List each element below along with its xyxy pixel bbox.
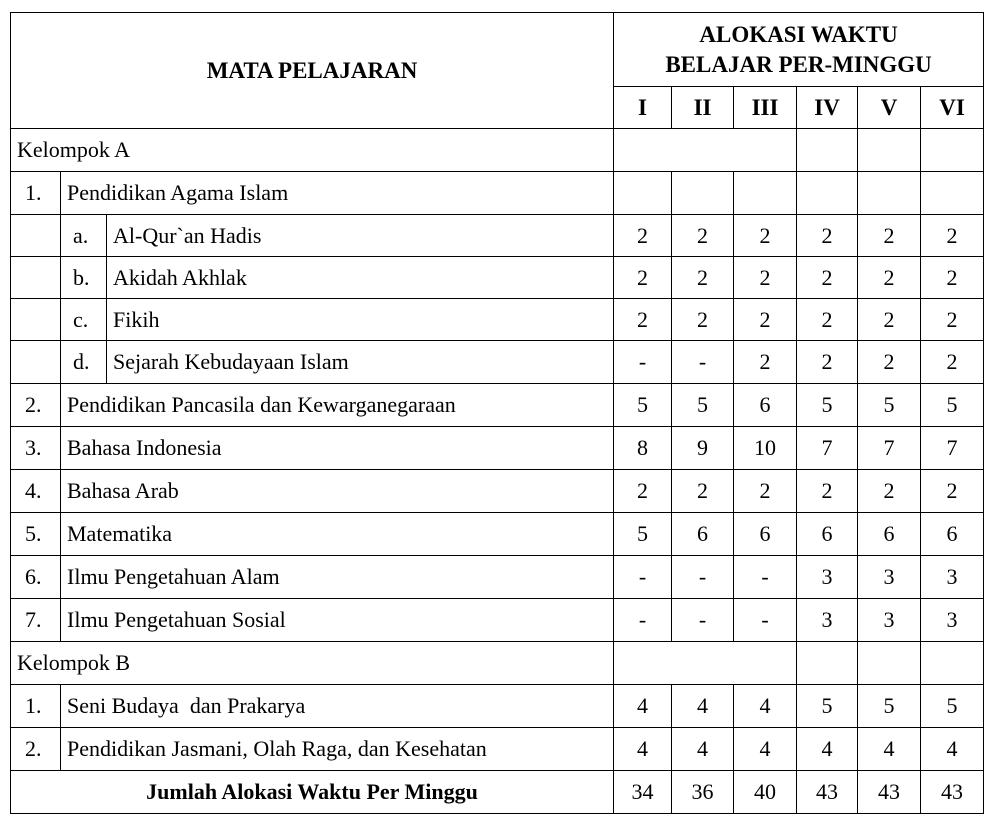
subject-row: [11, 599, 984, 642]
subject-name: Ilmu Pengetahuan Alam: [61, 556, 614, 599]
hours-cell: 5: [921, 384, 984, 427]
hours-cell: 2: [921, 215, 984, 257]
empty-cell: [11, 299, 61, 341]
hours-cell: 7: [921, 427, 984, 470]
hours-cell: 2: [614, 257, 672, 299]
total-cell: 43: [797, 771, 858, 814]
hours-cell: 5: [858, 685, 921, 728]
hours-cell: 2: [734, 341, 797, 384]
hours-cell: 2: [858, 215, 921, 257]
hours-cell: 8: [614, 427, 672, 470]
hours-cell: 2: [672, 470, 734, 513]
hours-cell: 3: [858, 556, 921, 599]
hours-cell: 5: [797, 384, 858, 427]
hours-cell: 2: [797, 299, 858, 341]
hours-cell: 2: [797, 470, 858, 513]
group-row: [11, 642, 984, 685]
hours-cell: 3: [921, 556, 984, 599]
total-cell: 43: [921, 771, 984, 814]
empty-cell: [11, 215, 61, 257]
subject-name: Pendidikan Agama Islam: [61, 172, 614, 215]
subject-name: Al-Qur`an Hadis: [107, 215, 614, 257]
subject-row: [11, 427, 984, 470]
hours-cell: 2: [672, 257, 734, 299]
hours-cell: -: [614, 341, 672, 384]
empty-cell: [614, 172, 672, 215]
hours-cell: -: [734, 556, 797, 599]
hours-cell: 3: [797, 599, 858, 642]
subject-name: Bahasa Indonesia: [61, 427, 614, 470]
hours-cell: -: [614, 556, 672, 599]
hours-cell: 6: [921, 513, 984, 556]
hours-cell: 2: [921, 257, 984, 299]
hours-cell: 6: [672, 513, 734, 556]
hours-cell: 4: [614, 685, 672, 728]
subject-name: Seni Budaya dan Prakarya: [61, 685, 614, 728]
hours-cell: 7: [797, 427, 858, 470]
hours-cell: 2: [672, 299, 734, 341]
hours-cell: 5: [614, 513, 672, 556]
grade-header: III: [734, 87, 797, 129]
hours-cell: 4: [734, 685, 797, 728]
subject-row: [11, 556, 984, 599]
hours-cell: 2: [797, 257, 858, 299]
group-a-label: Kelompok A: [11, 129, 614, 172]
hours-cell: 2: [921, 299, 984, 341]
hours-cell: 10: [734, 427, 797, 470]
empty-cell: [734, 172, 797, 215]
hours-cell: 9: [672, 427, 734, 470]
row-number: 7.: [11, 599, 61, 642]
row-number: 4.: [11, 470, 61, 513]
empty-cell: [921, 172, 984, 215]
subject-name: Akidah Akhlak: [107, 257, 614, 299]
hours-cell: 6: [858, 513, 921, 556]
hours-cell: 2: [614, 470, 672, 513]
row-number: 5.: [11, 513, 61, 556]
hours-cell: 2: [858, 257, 921, 299]
group-b-label: Kelompok B: [11, 642, 614, 685]
row-number: 1.: [11, 685, 61, 728]
hours-cell: 2: [614, 299, 672, 341]
row-number: 2.: [11, 728, 61, 771]
hours-cell: 2: [734, 299, 797, 341]
subject-name: Fikih: [107, 299, 614, 341]
subject-row: [11, 685, 984, 728]
subject-name: Pendidikan Pancasila dan Kewarganegaraan: [61, 384, 614, 427]
hours-cell: 4: [672, 728, 734, 771]
hours-cell: 4: [921, 728, 984, 771]
subject-name: Bahasa Arab: [61, 470, 614, 513]
hours-cell: 5: [614, 384, 672, 427]
subject-name: Matematika: [61, 513, 614, 556]
subject-row: [11, 470, 984, 513]
hours-cell: 4: [858, 728, 921, 771]
hours-cell: 5: [672, 384, 734, 427]
subject-row: [11, 215, 984, 257]
subject-header: MATA PELAJARAN: [11, 13, 614, 129]
subject-name: Sejarah Kebudayaan Islam: [107, 341, 614, 384]
grade-header: IV: [797, 87, 858, 129]
hours-cell: 3: [797, 556, 858, 599]
grade-header: I: [614, 87, 672, 129]
subject-row: [11, 384, 984, 427]
grade-header: II: [672, 87, 734, 129]
hours-cell: 5: [797, 685, 858, 728]
empty-cell: [11, 341, 61, 384]
empty-cell: [614, 642, 797, 685]
subject-name: Pendidikan Jasmani, Olah Raga, dan Kesehatan: [61, 728, 614, 771]
hours-cell: 2: [614, 215, 672, 257]
grade-header: VI: [921, 87, 984, 129]
sub-letter: d.: [61, 341, 107, 384]
hours-cell: -: [672, 341, 734, 384]
empty-cell: [797, 642, 858, 685]
hours-cell: 4: [797, 728, 858, 771]
subject-row: [11, 341, 984, 384]
allocation-header-line2: BELAJAR PER-MINGGU: [665, 51, 932, 77]
empty-cell: [11, 257, 61, 299]
hours-cell: -: [672, 599, 734, 642]
empty-cell: [858, 172, 921, 215]
empty-cell: [858, 642, 921, 685]
hours-cell: -: [672, 556, 734, 599]
hours-cell: 4: [614, 728, 672, 771]
hours-cell: 2: [797, 215, 858, 257]
header-row: [11, 13, 984, 87]
hours-cell: 2: [921, 341, 984, 384]
hours-cell: 4: [734, 728, 797, 771]
row-number: 1.: [11, 172, 61, 215]
hours-cell: 6: [797, 513, 858, 556]
hours-cell: 2: [734, 257, 797, 299]
subject-row: [11, 728, 984, 771]
hours-cell: -: [734, 599, 797, 642]
sub-letter: c.: [61, 299, 107, 341]
subject-row: [11, 172, 984, 215]
hours-cell: 2: [797, 341, 858, 384]
hours-cell: 2: [858, 470, 921, 513]
subject-row: [11, 299, 984, 341]
hours-cell: -: [614, 599, 672, 642]
hours-cell: 3: [921, 599, 984, 642]
hours-cell: 5: [921, 685, 984, 728]
empty-cell: [797, 172, 858, 215]
subject-row: [11, 513, 984, 556]
time-allocation-table: [10, 12, 984, 814]
grade-header: V: [858, 87, 921, 129]
hours-cell: 2: [734, 470, 797, 513]
row-number: 6.: [11, 556, 61, 599]
hours-cell: 3: [858, 599, 921, 642]
total-label: Jumlah Alokasi Waktu Per Minggu: [11, 771, 614, 814]
empty-cell: [858, 129, 921, 172]
row-number: 3.: [11, 427, 61, 470]
hours-cell: 2: [858, 299, 921, 341]
hours-cell: 2: [672, 215, 734, 257]
sub-letter: b.: [61, 257, 107, 299]
allocation-header-line1: ALOKASI WAKTU: [699, 21, 898, 47]
hours-cell: 5: [858, 384, 921, 427]
hours-cell: 2: [734, 215, 797, 257]
total-cell: 40: [734, 771, 797, 814]
row-number: 2.: [11, 384, 61, 427]
subject-name: Ilmu Pengetahuan Sosial: [61, 599, 614, 642]
hours-cell: 2: [858, 341, 921, 384]
hours-cell: 6: [734, 384, 797, 427]
total-row: [11, 771, 984, 814]
empty-cell: [672, 172, 734, 215]
sub-letter: a.: [61, 215, 107, 257]
allocation-header: [614, 13, 984, 87]
empty-cell: [614, 129, 797, 172]
empty-cell: [921, 129, 984, 172]
subject-row: [11, 257, 984, 299]
hours-cell: 7: [858, 427, 921, 470]
total-cell: 43: [858, 771, 921, 814]
hours-cell: 6: [734, 513, 797, 556]
hours-cell: 2: [921, 470, 984, 513]
total-cell: 34: [614, 771, 672, 814]
total-cell: 36: [672, 771, 734, 814]
group-row: [11, 129, 984, 172]
empty-cell: [921, 642, 984, 685]
hours-cell: 4: [672, 685, 734, 728]
empty-cell: [797, 129, 858, 172]
